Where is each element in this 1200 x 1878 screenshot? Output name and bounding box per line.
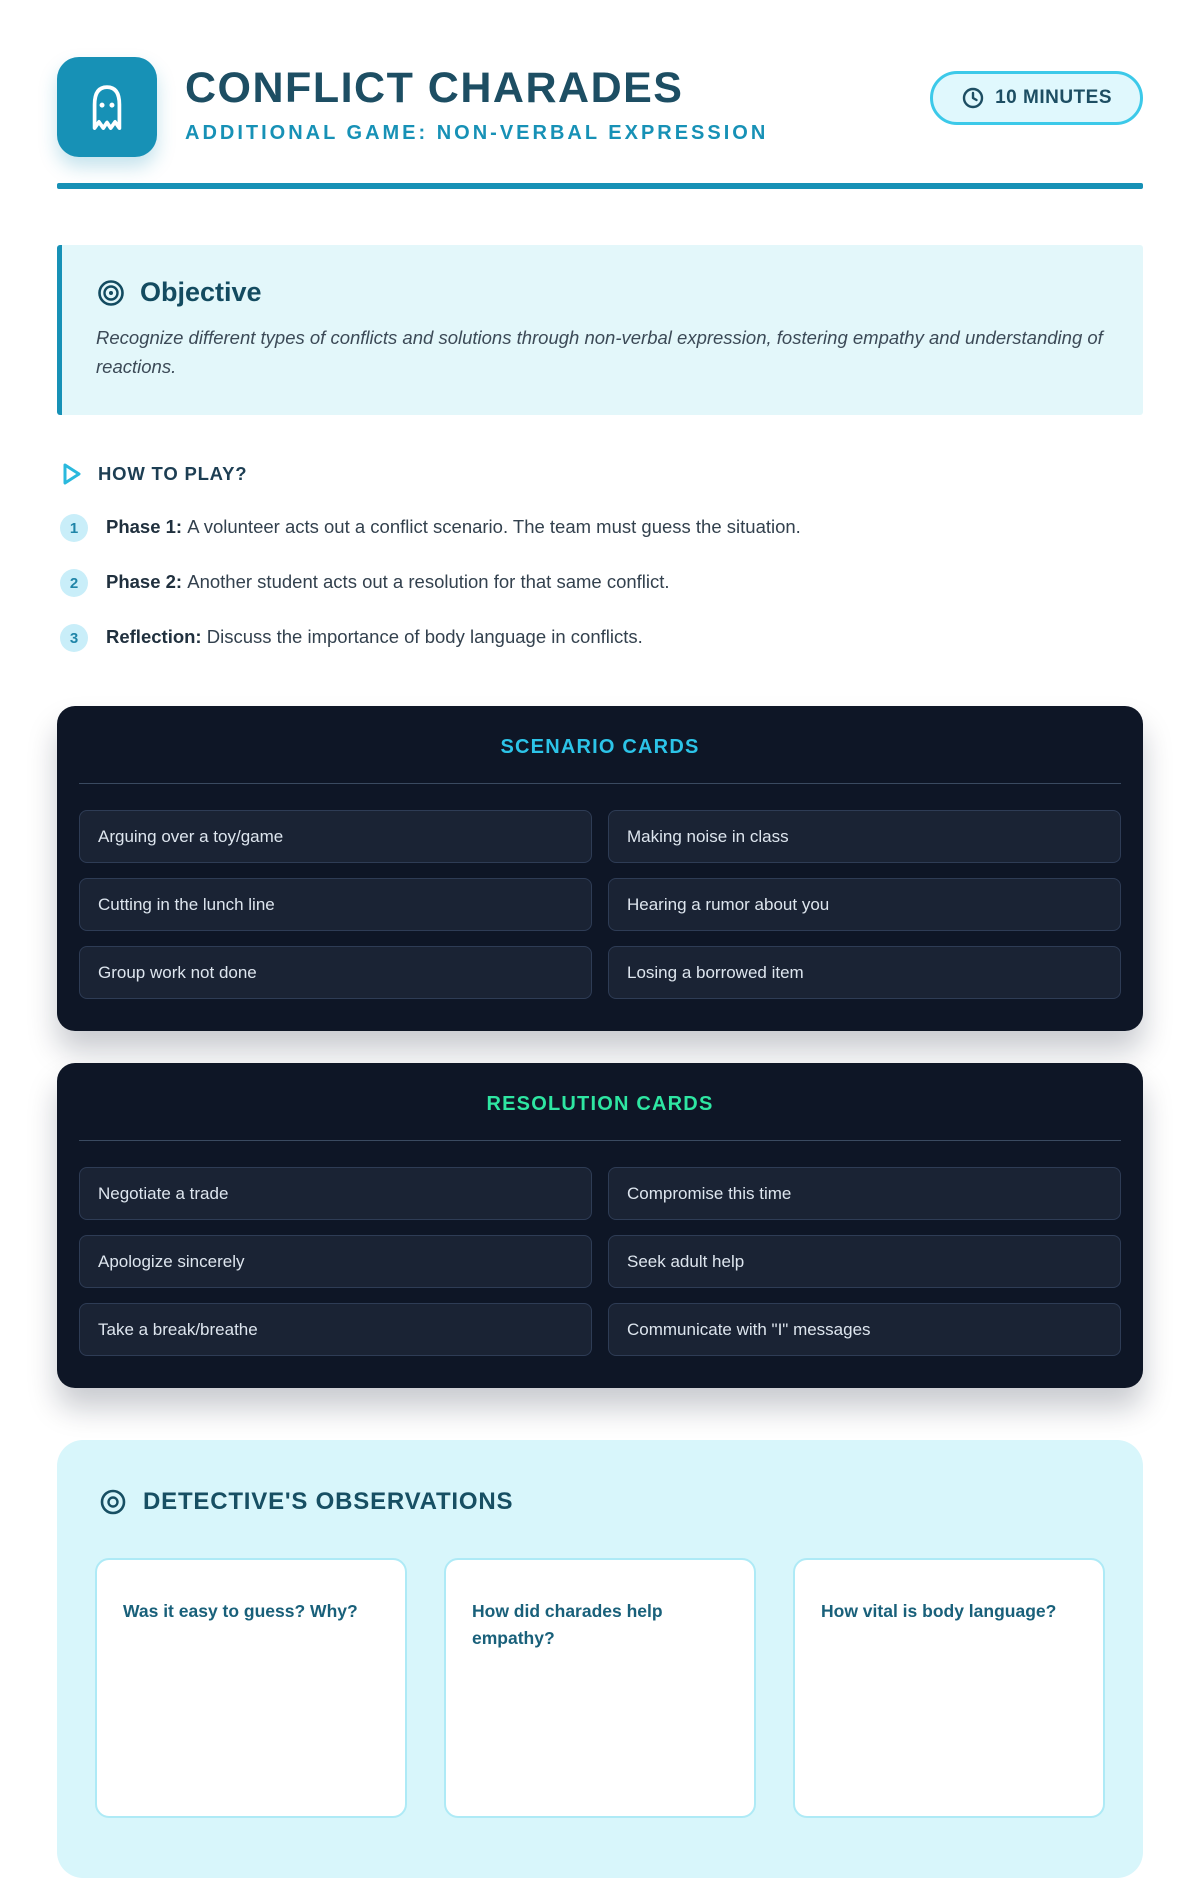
resolution-card-grid: [79, 1167, 1121, 1356]
step-number-badge: 1: [60, 514, 88, 542]
step-text: [106, 623, 643, 651]
resolution-card: Negotiate a trade: [79, 1167, 592, 1220]
scenario-card: Arguing over a toy/game: [79, 810, 592, 863]
resolution-card: Compromise this time: [608, 1167, 1121, 1220]
observations-header: [95, 1488, 1105, 1516]
objective-text: Recognize different types of conflicts and solutions through non-verbal expression, fostering empathy and understanding of reactions.: [96, 327, 1103, 377]
duration-badge: [930, 71, 1143, 125]
page-title: CONFLICT CHARADES: [185, 64, 684, 112]
observation-card: How vital is body language?: [793, 1558, 1105, 1818]
step-number-badge: 2: [60, 569, 88, 597]
scenario-cards-title: SCENARIO CARDS: [500, 736, 700, 759]
step-description: A volunteer acts out a conflict scenario. The team must guess the situation.: [187, 516, 801, 538]
target-icon: [96, 278, 126, 308]
scenario-card-grid: [79, 810, 1121, 999]
play-icon: [60, 461, 84, 487]
observations-panel: [57, 1440, 1143, 1878]
how-to-play-header: [57, 461, 1143, 487]
duration-label: 10 MINUTES: [995, 87, 1112, 108]
resolution-card: Take a break/breathe: [79, 1303, 592, 1356]
scenario-card: Cutting in the lunch line: [79, 878, 592, 931]
step-description: Another student acts out a resolution for that same conflict.: [187, 571, 670, 593]
observation-card-grid: [95, 1558, 1105, 1818]
how-to-play-section: [57, 461, 1143, 652]
step-label: Phase 1:: [106, 516, 183, 538]
scenario-card: Making noise in class: [608, 810, 1121, 863]
panel-divider: [79, 783, 1121, 784]
step-text: [106, 568, 670, 596]
observations-heading: DETECTIVE'S OBSERVATIONS: [143, 1488, 514, 1516]
objective-panel: [57, 245, 1143, 415]
step-label: Phase 2:: [106, 571, 183, 593]
header: [57, 57, 1143, 157]
step-item: [57, 623, 1143, 652]
step-description: Discuss the importance of body language in conflicts.: [206, 626, 643, 648]
observation-card: Was it easy to guess? Why?: [95, 1558, 407, 1818]
title-block: [185, 57, 930, 145]
objective-header: [96, 277, 1107, 308]
how-to-play-heading: HOW TO PLAY?: [98, 463, 248, 485]
step-number-badge: 3: [60, 624, 88, 652]
ghost-icon: [76, 76, 138, 138]
step-label: Reflection:: [106, 626, 202, 648]
resolution-cards-panel: [57, 1063, 1143, 1388]
resolution-card: Apologize sincerely: [79, 1235, 592, 1288]
header-divider: [57, 183, 1143, 189]
clock-icon: [961, 86, 985, 110]
resolution-cards-title: RESOLUTION CARDS: [486, 1093, 714, 1116]
step-item: [57, 568, 1143, 597]
step-item: [57, 513, 1143, 542]
panel-divider: [79, 1140, 1121, 1141]
scenario-cards-panel: [57, 706, 1143, 1031]
resolution-card: Seek adult help: [608, 1235, 1121, 1288]
scenario-card: Hearing a rumor about you: [608, 878, 1121, 931]
scenario-card: Group work not done: [79, 946, 592, 999]
observation-card: How did charades help empathy?: [444, 1558, 756, 1818]
page-subtitle: ADDITIONAL GAME: NON-VERBAL EXPRESSION: [185, 122, 769, 144]
objective-heading: Objective: [140, 277, 262, 307]
step-text: [106, 513, 801, 541]
resolution-card: Communicate with "I" messages: [608, 1303, 1121, 1356]
scenario-card: Losing a borrowed item: [608, 946, 1121, 999]
bullseye-icon: [99, 1488, 127, 1516]
app-logo: [57, 57, 157, 157]
steps-list: [57, 513, 1143, 652]
